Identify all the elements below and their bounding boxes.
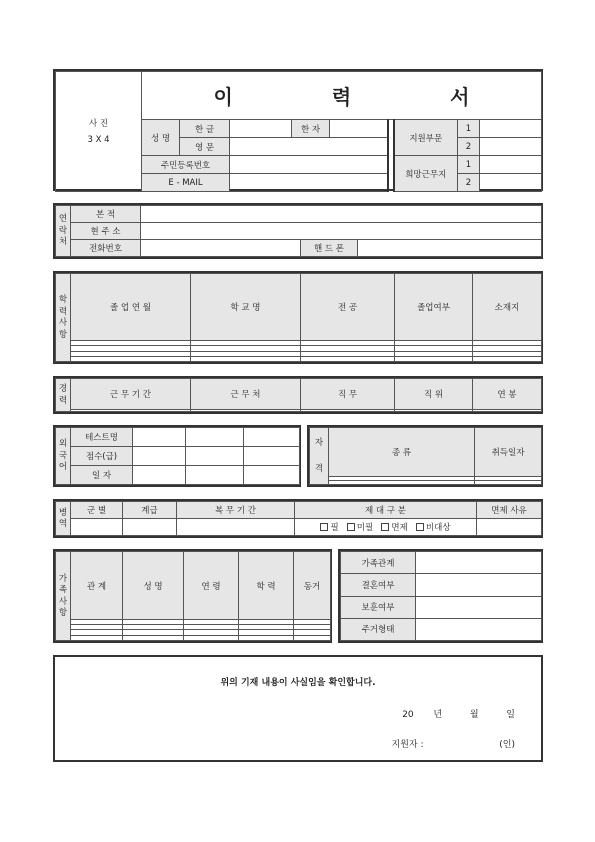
education-side-label: 학 력 사 항 [56,274,71,362]
education-header-major: 전 공 [301,274,395,341]
photo-size: 3 X 4 [87,134,110,145]
military-rank-field[interactable] [123,519,177,536]
test-date-label: 일 자 [71,466,133,485]
table-row [56,409,542,411]
checkbox-icon [381,523,389,531]
test-name-label: 테스트명 [71,428,133,447]
table-row [56,635,331,640]
marital-status-field[interactable] [416,574,542,596]
family-header-cohabit: 동거 [294,552,331,620]
rrn-field[interactable] [230,156,388,174]
confirmation-statement: 위의 기재 내용이 사실임을 확인합니다. [220,678,376,688]
license-header-date: 취득일자 [475,428,542,477]
license-header-type: 종 류 [329,428,475,477]
military-header-rank: 계급 [123,502,177,519]
department-2-field[interactable] [480,138,542,156]
license-side-label: 자 격 [310,428,329,485]
email-field[interactable] [230,174,388,192]
department-2-number: 2 [458,138,480,156]
military-header-branch: 군 별 [71,502,123,519]
career-side-label: 경 력 [56,379,71,412]
year-prefix: 20 [402,710,414,720]
education-block [53,271,543,364]
address-field[interactable] [141,223,542,240]
discharge-options [295,519,477,536]
location-label: 희망근무지 [394,156,458,192]
hanja-name-field[interactable] [330,120,388,138]
rrn-label: 주민등록번호 [142,156,230,174]
department-label: 지원부문 [394,120,458,156]
education-header-location: 소재지 [473,274,542,341]
military-block [53,499,543,538]
military-header-discharge: 제 대 구 분 [295,502,477,519]
career-header-period: 근 무 기 간 [71,379,191,410]
option-exempt[interactable]: 면제 [381,523,407,533]
career-header-salary: 연 봉 [473,379,542,410]
marital-status-label: 결혼여부 [341,574,416,596]
location-2-field[interactable] [480,174,542,192]
checkbox-icon [416,523,424,531]
day-label: 일 [506,710,515,720]
family-relation-label: 가족관계 [341,552,416,574]
phone-label: 전화번호 [71,240,141,257]
housing-type-label: 주거형태 [341,618,416,640]
score-label: 점수(급) [71,447,133,466]
korean-name-label: 한 글 [180,120,230,138]
career-header-company: 근 무 처 [191,379,301,410]
military-period-field[interactable] [177,519,295,536]
phone-field[interactable] [141,240,301,257]
hanja-name-label: 한 자 [292,120,330,138]
department-1-field[interactable] [480,120,542,138]
photo-area[interactable] [56,72,142,192]
family-header-age: 연 령 [184,552,239,620]
year-label: 년 [433,710,443,720]
korean-name-field[interactable] [230,120,292,138]
language-block [53,425,301,487]
veteran-status-field[interactable] [416,596,542,618]
domicile-field[interactable] [141,206,542,223]
department-1-number: 1 [458,120,480,138]
education-header-date: 졸 업 연 월 [71,274,191,341]
checkbox-icon [347,523,355,531]
seal-label: (인) [499,740,515,750]
veteran-status-label: 보훈여부 [341,596,416,618]
option-completed[interactable]: 필 [320,523,338,533]
education-header-status: 졸업여부 [395,274,473,341]
email-label: E - MAIL [142,174,230,192]
contact-block [53,203,543,259]
domicile-label: 본 적 [71,206,141,223]
family-header-education: 학 력 [239,552,294,620]
career-block [53,376,543,414]
month-label: 월 [469,710,479,720]
table-row [56,356,542,361]
header-block [53,69,543,191]
military-header-exemption: 면제 사유 [477,502,542,519]
english-name-label: 영 문 [180,138,230,156]
license-block [307,425,543,487]
location-1-number: 1 [458,156,480,174]
military-branch-field[interactable] [71,519,123,536]
date-line [402,707,515,720]
military-side-label: 병 역 [56,502,71,536]
family-header-relation: 관 계 [71,552,123,620]
family-header-name: 성 명 [123,552,184,620]
option-not-applicable[interactable]: 비대상 [416,523,451,533]
career-header-position: 직 위 [395,379,473,410]
english-name-field[interactable] [230,138,388,156]
family-relation-field[interactable] [416,552,542,574]
signature-line [392,737,515,750]
name-label: 성 명 [142,120,180,156]
checkbox-icon [320,523,328,531]
career-header-duty: 직 무 [301,379,395,410]
location-2-number: 2 [458,174,480,192]
mobile-label: 핸 드 폰 [301,240,358,257]
mobile-field[interactable] [358,240,542,257]
housing-type-field[interactable] [416,618,542,640]
option-not-completed[interactable]: 미필 [347,523,373,533]
language-side-label: 외 국 어 [56,428,71,485]
applicant-label: 지원자 : [391,740,424,750]
family-info-block [338,549,543,643]
location-1-field[interactable] [480,156,542,174]
family-side-label: 가 족 사 항 [56,552,71,641]
contact-side-label: 연 락 처 [56,206,71,257]
address-label: 현 주 소 [71,223,141,240]
exemption-reason-field[interactable] [477,519,542,536]
table-row [310,481,542,485]
family-block [53,549,332,643]
military-header-period: 복 무 기 간 [177,502,295,519]
education-header-school: 학 교 명 [191,274,301,341]
confirmation-block [53,655,543,762]
photo-label: 사 진 [88,118,109,129]
page-title: 이 력 서 [142,72,542,120]
